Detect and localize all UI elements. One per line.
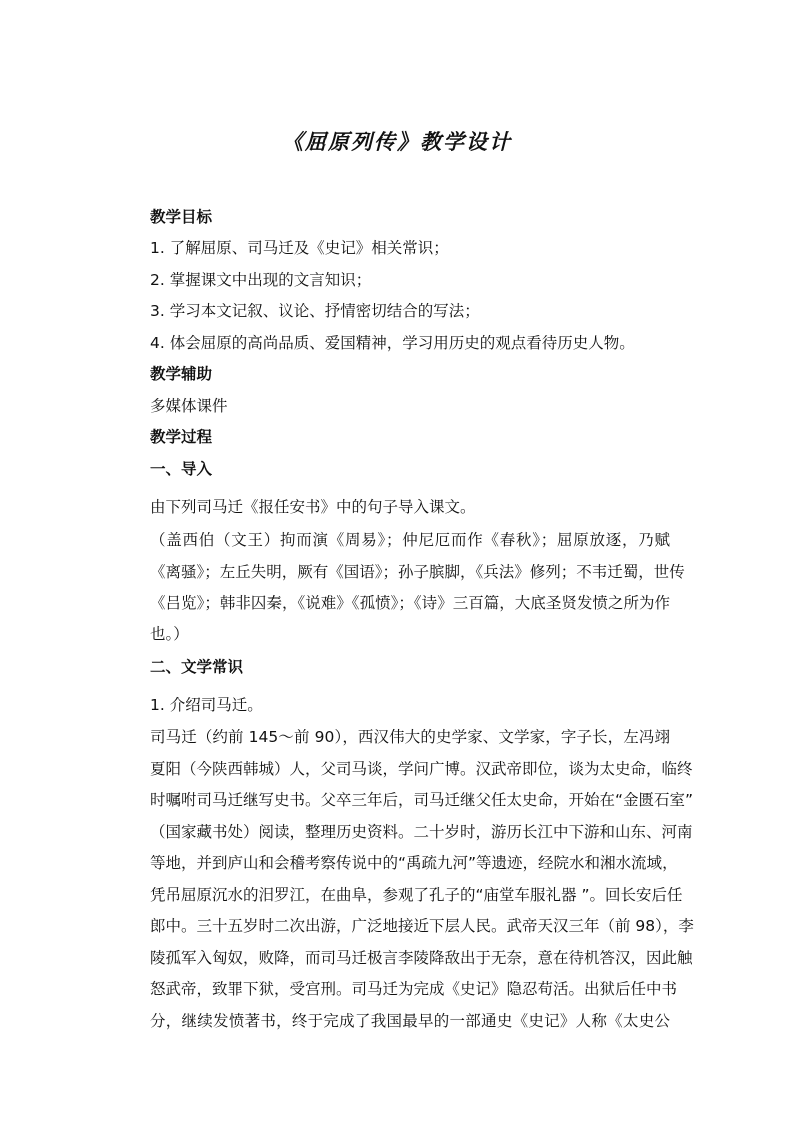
item-heading: 1. 介绍司马迁。 (150, 696, 263, 714)
quote-line: 也。） (150, 625, 189, 643)
objective-item: 4. 体会屈原的高尚品质、爱国精神，学习用历史的观点看待历史人物。 (150, 334, 635, 352)
bio-line: 郎中。三十五岁时二次出游，广泛地接近下层人民。武帝天汉三年（前 98），李 (150, 917, 694, 935)
bio-line: 夏阳（今陕西韩城）人，父司马谈，学问广博。汉武帝即位，谈为太史命，临终 (150, 760, 693, 778)
quote-line: 《离骚》；左丘失明，厥有《国语》；孙子膑脚，《兵法》修列；不韦迁蜀，世传 (150, 563, 685, 581)
bio-line: 时嘱咐司马迁继写史书。父卒三年后，司马迁继父任太史命，开始在“金匮石室” (150, 791, 694, 809)
bio-line: 司马迁（约前 145～前 90），西汉伟大的史学家、文学家，字子长，左冯翊 (150, 728, 670, 746)
quote-line: （盖西伯（文王）拘而演《周易》；仲尼厄而作《春秋》；屈原放逐，乃赋 (150, 531, 670, 549)
bio-line: （国家藏书处）阅读，整理历史资料。二十岁时，游历长江中下游和山东、河南 (150, 823, 693, 841)
bio-line: 凭吊屈原沉水的汨罗江，在曲阜，参观了孔子的“庙堂车服礼器 ”。回长安后任 (150, 886, 683, 904)
objectives-heading: 教学目标 (150, 208, 213, 226)
quote-line: 《吕览》；韩非囚秦，《说难》《孤愤》；《诗》三百篇，大底圣贤发愤之所为作 (150, 594, 670, 612)
bio-line: 分，继续发愤著书，终于完成了我国最早的一部通史《史记》人称《太史公 (150, 1012, 670, 1030)
aids-heading: 教学辅助 (150, 365, 213, 383)
intro-text: 由下列司马迁《报任安书》中的句子导入课文。 (150, 498, 476, 516)
bio-line: 怒武帝，致罪下狱，受宫刑。司马迁为完成《史记》隐忍苟活。出狱后任中书 (150, 980, 678, 998)
objective-item: 3. 学习本文记叙、议论、抒情密切结合的写法； (150, 302, 480, 320)
bio-line: 等地，并到庐山和会稽考察传说中的“禹疏九河”等遗迹，经院水和湘水流域， (150, 854, 678, 872)
aids-text: 多媒体课件 (150, 397, 228, 415)
bio-line: 陵孤军入匈奴，败降，而司马迁极言李陵降敌出于无奈，意在待机答汉，因此触 (150, 949, 693, 967)
section-heading-literature: 二、文学常识 (150, 658, 244, 676)
section-heading-intro: 一、导入 (150, 460, 213, 478)
process-heading: 教学过程 (150, 428, 213, 446)
page-title: 《屈原列传》教学设计 (282, 129, 512, 154)
objective-item: 1. 了解屈原、司马迁及《史记》相关常识； (150, 239, 449, 257)
objective-item: 2. 掌握课文中出现的文言知识； (150, 271, 372, 289)
